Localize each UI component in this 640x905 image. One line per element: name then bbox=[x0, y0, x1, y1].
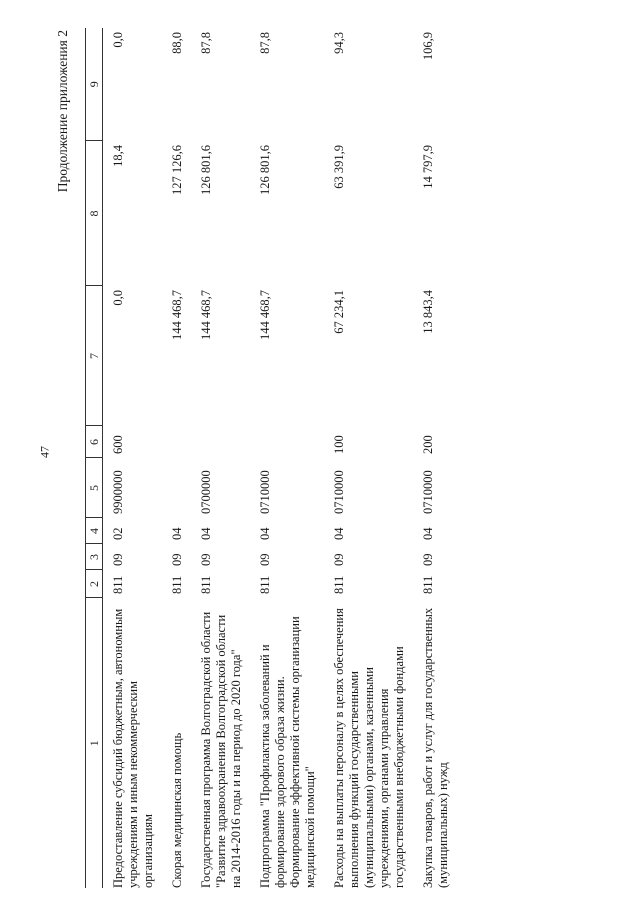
cell-col-4: 04 bbox=[170, 527, 184, 540]
header-col-6: 6 bbox=[86, 426, 103, 458]
cell-col-6: 200 bbox=[421, 435, 435, 454]
row-name: Подпрограмма "Профилактика заболеваний и формирование здорового образа жизни. Формирование эффективной системы организации медицинской помощи" bbox=[258, 616, 317, 888]
cell-col-7: 144 468,7 bbox=[258, 290, 272, 340]
cell-col-8: 14 797,9 bbox=[421, 145, 435, 189]
cell-col-3: 09 bbox=[170, 553, 184, 566]
cell-col-7: 0,0 bbox=[111, 290, 125, 306]
cell-col-6: 600 bbox=[111, 435, 125, 454]
cell-col-6 bbox=[250, 426, 324, 458]
cell-col-2: 811 bbox=[258, 575, 272, 594]
header-col-9: 9 bbox=[86, 28, 103, 141]
cell-col-9: 106,9 bbox=[421, 32, 435, 61]
table-row bbox=[103, 28, 163, 888]
cell-col-5: 0710000 bbox=[258, 470, 272, 514]
cell-col-7: 144 468,7 bbox=[170, 290, 184, 340]
cell-col-8: 127 126,6 bbox=[170, 145, 184, 195]
cell-col-3: 09 bbox=[332, 553, 346, 566]
table-row bbox=[162, 28, 191, 888]
cell-col-5 bbox=[162, 458, 191, 518]
header-col-4: 4 bbox=[86, 518, 103, 544]
row-name: Расходы на выплаты персоналу в целях обеспечения выполнения функций государственными (муниципальными) органами, казенными учреждениями, органами управления государственными внебюджетными фондами bbox=[332, 608, 406, 888]
cell-col-8: 63 391,9 bbox=[332, 145, 346, 189]
cell-col-5: 0710000 bbox=[421, 470, 435, 514]
row-name: Предоставление субсидий бюджетным, автономным учреждениям и иным некоммерческим организациям bbox=[111, 608, 155, 888]
cell-col-4: 02 bbox=[111, 527, 125, 540]
table-row bbox=[324, 28, 413, 888]
cell-col-3: 09 bbox=[111, 553, 125, 566]
continuation-title: Продолжение приложения 2 bbox=[55, 30, 70, 193]
header-col-7: 7 bbox=[86, 286, 103, 426]
cell-col-8: 126 801,6 bbox=[199, 145, 213, 195]
header-col-8: 8 bbox=[86, 141, 103, 286]
table-row bbox=[413, 28, 457, 888]
cell-col-4: 04 bbox=[421, 527, 435, 540]
table-row bbox=[250, 28, 324, 888]
cell-col-4: 04 bbox=[199, 527, 213, 540]
cell-col-4: 04 bbox=[332, 527, 346, 540]
row-name: Государственная программа Волгоградской области "Развитие здравоохранения Волгоградской области на 2014-2016 годы и на период до 2020 года" bbox=[199, 611, 243, 888]
cell-col-9: 87,8 bbox=[199, 32, 213, 54]
header-col-3: 3 bbox=[86, 544, 103, 570]
cell-col-2: 811 bbox=[332, 575, 346, 594]
cell-col-9: 87,8 bbox=[258, 32, 272, 54]
cell-col-8: 18,4 bbox=[111, 145, 125, 167]
cell-col-7: 13 843,4 bbox=[421, 290, 435, 334]
cell-col-6 bbox=[162, 426, 191, 458]
cell-col-5: 0700000 bbox=[199, 470, 213, 514]
cell-col-8: 126 801,6 bbox=[258, 145, 272, 195]
table-row bbox=[191, 28, 250, 888]
row-name: Закупка товаров, работ и услуг для государственных (муниципальных) нужд bbox=[421, 607, 450, 888]
table-header-row bbox=[86, 28, 103, 888]
cell-col-2: 811 bbox=[111, 575, 125, 594]
cell-col-3: 09 bbox=[199, 553, 213, 566]
cell-col-6: 100 bbox=[332, 435, 346, 454]
header-col-5: 5 bbox=[86, 458, 103, 518]
cell-col-7: 144 468,7 bbox=[199, 290, 213, 340]
header-col-2: 2 bbox=[86, 570, 103, 598]
cell-col-6 bbox=[191, 426, 250, 458]
cell-col-7: 67 234,1 bbox=[332, 290, 346, 334]
budget-table bbox=[85, 28, 457, 888]
cell-col-9: 88,0 bbox=[170, 32, 184, 54]
header-col-1: 1 bbox=[86, 598, 103, 888]
cell-col-2: 811 bbox=[170, 575, 184, 594]
cell-col-9: 94,3 bbox=[332, 32, 346, 54]
cell-col-3: 09 bbox=[258, 553, 272, 566]
rotated-page-content bbox=[55, 28, 615, 888]
cell-col-4: 04 bbox=[258, 527, 272, 540]
cell-col-9: 0,0 bbox=[111, 32, 125, 48]
page-number: 47 bbox=[37, 446, 52, 458]
cell-col-2: 811 bbox=[421, 575, 435, 594]
cell-col-5: 0710000 bbox=[332, 470, 346, 514]
cell-col-3: 09 bbox=[421, 553, 435, 566]
cell-col-2: 811 bbox=[199, 575, 213, 594]
row-name: Скорая медицинская помощь bbox=[170, 732, 184, 888]
cell-col-5: 9900000 bbox=[111, 470, 125, 514]
